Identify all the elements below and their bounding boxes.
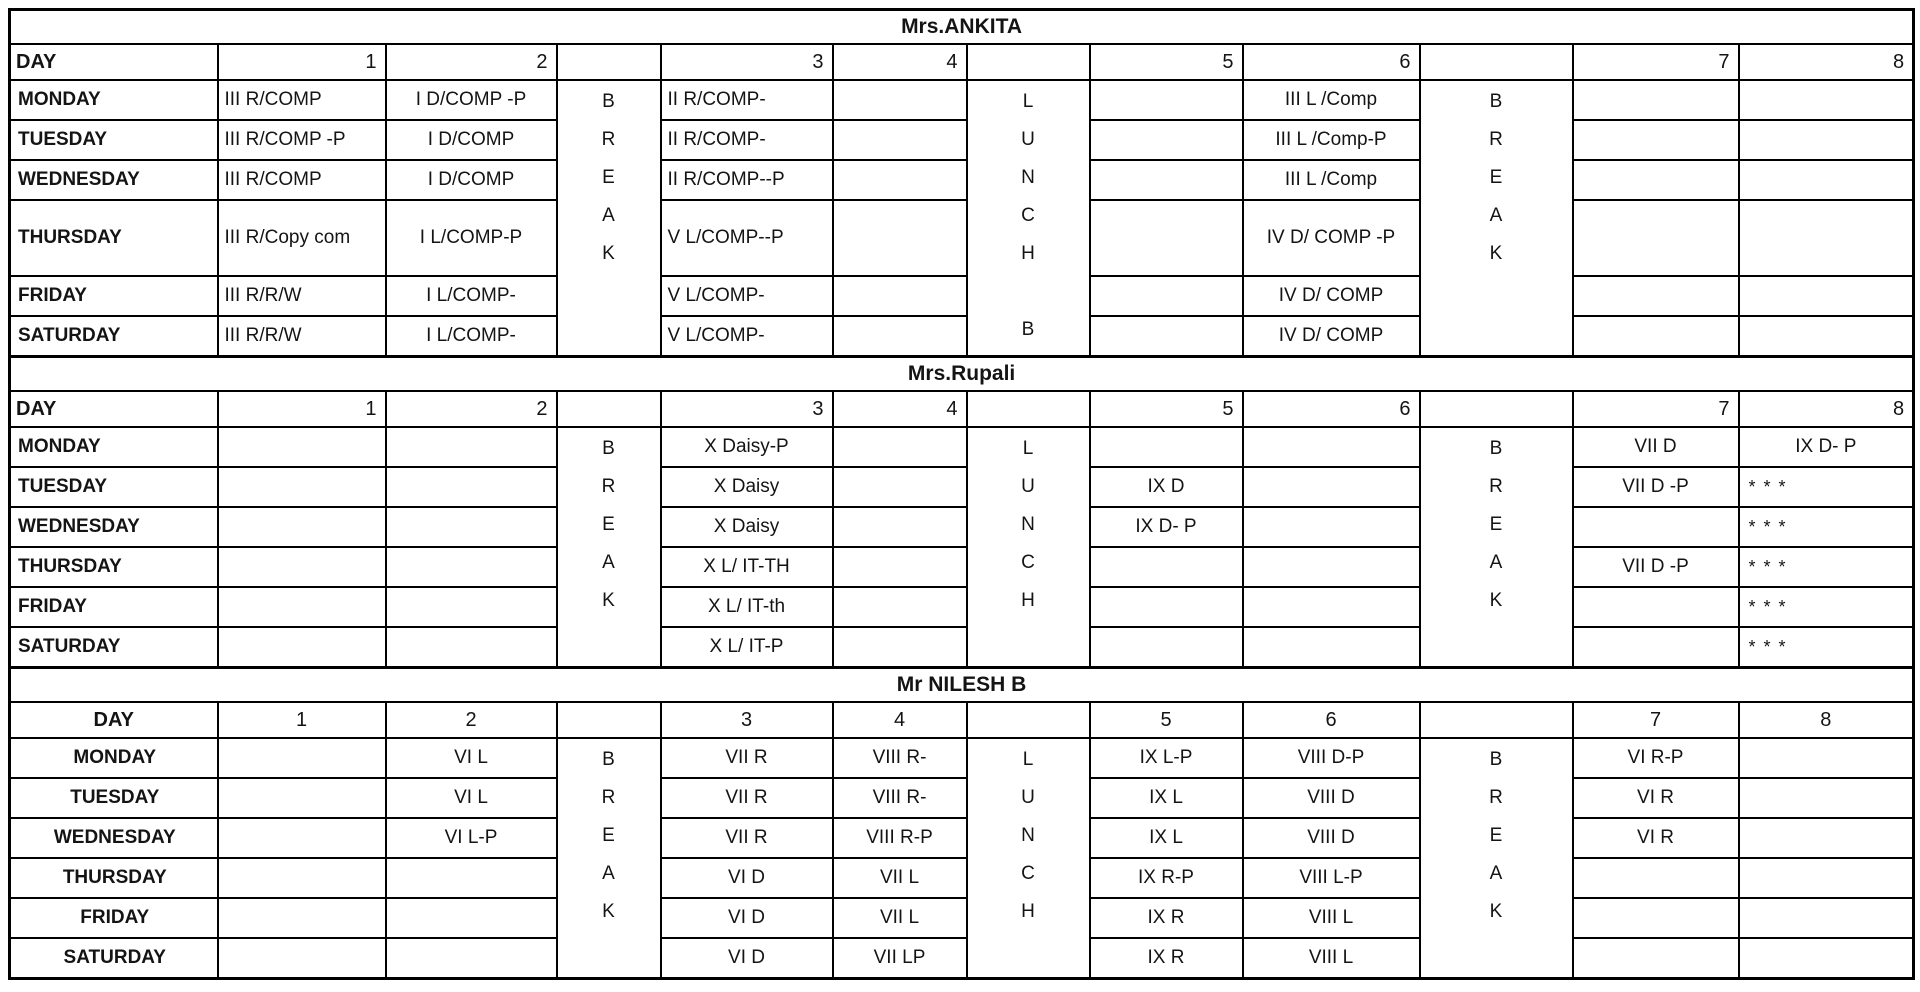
break-letter: K — [602, 243, 615, 264]
spacer-header-cell — [1420, 44, 1573, 80]
schedule-cell: VIII D-P — [1243, 738, 1420, 778]
day-label: SATURDAY — [10, 627, 218, 668]
schedule-cell — [218, 587, 386, 627]
period-header: 5 — [1090, 702, 1243, 738]
schedule-cell: VI L — [386, 738, 557, 778]
break-letter: R — [601, 129, 616, 150]
break-letter: B — [602, 438, 615, 459]
schedule-cell — [386, 627, 557, 668]
schedule-cell: VII R — [661, 778, 833, 818]
schedule-cell — [1739, 80, 1914, 120]
schedule-cell: VIII L — [1243, 898, 1420, 938]
day-label: THURSDAY — [10, 200, 218, 276]
lunch-letter: L — [1022, 91, 1034, 112]
schedule-cell — [1739, 200, 1914, 276]
schedule-cell: I L/COMP- — [386, 316, 557, 357]
break-letter: A — [1489, 552, 1503, 573]
break-letter: A — [602, 205, 615, 226]
schedule-cell — [1739, 898, 1914, 938]
spacer-header-cell — [967, 702, 1090, 738]
schedule-cell: *** — [1739, 587, 1914, 627]
schedule-cell — [1739, 276, 1914, 316]
day-label: WEDNESDAY — [10, 507, 218, 547]
schedule-cell — [218, 778, 386, 818]
lunch-letter: B — [1021, 319, 1035, 340]
schedule-cell — [833, 547, 967, 587]
day-label: FRIDAY — [10, 898, 218, 938]
break-cell — [557, 427, 661, 668]
schedule-cell — [1739, 938, 1914, 979]
schedule-cell — [833, 276, 967, 316]
schedule-cell: III L /Comp — [1243, 160, 1420, 200]
schedule-cell: *** — [1739, 627, 1914, 668]
day-label: SATURDAY — [10, 938, 218, 979]
schedule-cell: VII L — [833, 858, 967, 898]
period-header: 1 — [218, 44, 386, 80]
schedule-cell — [386, 507, 557, 547]
schedule-cell: III R/Copy com — [218, 200, 386, 276]
break-letter: B — [1489, 91, 1503, 112]
schedule-cell — [1090, 627, 1243, 668]
schedule-cell — [1573, 120, 1739, 160]
schedule-cell: IX R-P — [1090, 858, 1243, 898]
schedule-cell: IX L — [1090, 778, 1243, 818]
schedule-cell — [1739, 778, 1914, 818]
schedule-cell: *** — [1739, 467, 1914, 507]
schedule-cell — [833, 316, 967, 357]
lunch-letter: H — [1021, 901, 1035, 922]
day-label: SATURDAY — [10, 316, 218, 357]
break-letter: K — [1489, 243, 1503, 264]
schedule-cell — [833, 120, 967, 160]
day-label: TUESDAY — [10, 120, 218, 160]
schedule-cell: V L/COMP--P — [661, 200, 833, 276]
schedule-cell — [1090, 276, 1243, 316]
day-label: THURSDAY — [10, 858, 218, 898]
schedule-cell — [833, 160, 967, 200]
schedule-cell: VIII D — [1243, 818, 1420, 858]
schedule-cell: III R/COMP — [218, 80, 386, 120]
break-letter: A — [602, 552, 615, 573]
schedule-cell — [1573, 507, 1739, 547]
schedule-cell: I L/COMP- — [386, 276, 557, 316]
schedule-cell — [1243, 587, 1420, 627]
period-header: 4 — [833, 391, 967, 427]
period-header: 7 — [1573, 44, 1739, 80]
schedule-cell — [1090, 427, 1243, 467]
schedule-cell: I D/COMP — [386, 160, 557, 200]
schedule-cell: VI D — [661, 938, 833, 979]
day-label: MONDAY — [10, 80, 218, 120]
lunch-letter: N — [1021, 825, 1035, 846]
schedule-cell — [833, 200, 967, 276]
period-header: 6 — [1243, 702, 1420, 738]
schedule-cell — [1090, 316, 1243, 357]
period-header: 1 — [218, 391, 386, 427]
break-cell — [557, 738, 661, 979]
break-letter: B — [1489, 438, 1503, 459]
lunch-letter: C — [1021, 552, 1035, 573]
schedule-cell — [1739, 858, 1914, 898]
lunch-letter: C — [1021, 863, 1035, 884]
schedule-cell: VI R-P — [1573, 738, 1739, 778]
lunch-letter: C — [1021, 205, 1035, 226]
schedule-cell — [218, 427, 386, 467]
schedule-cell: X L/ IT-th — [661, 587, 833, 627]
period-header: 3 — [661, 391, 833, 427]
schedule-cell: VI R — [1573, 818, 1739, 858]
schedule-cell: VII R — [661, 738, 833, 778]
table-title: Mrs.ANKITA — [10, 10, 1914, 45]
break-letter: A — [1489, 205, 1503, 226]
schedule-cell — [1090, 120, 1243, 160]
teacher-table-mrs-rupali — [8, 355, 1915, 669]
day-label: WEDNESDAY — [10, 160, 218, 200]
schedule-cell — [1739, 818, 1914, 858]
schedule-cell — [833, 627, 967, 668]
schedule-cell: III L /Comp-P — [1243, 120, 1420, 160]
schedule-cell: II R/COMP--P — [661, 160, 833, 200]
schedule-cell — [1090, 160, 1243, 200]
schedule-cell: X Daisy — [661, 467, 833, 507]
lunch-letter: L — [1022, 749, 1034, 770]
schedule-cell — [1739, 316, 1914, 357]
schedule-cell — [218, 627, 386, 668]
lunch-cell — [967, 427, 1090, 668]
schedule-cell: VI D — [661, 858, 833, 898]
period-header: 2 — [386, 44, 557, 80]
schedule-cell: VII L — [833, 898, 967, 938]
schedule-cell: VIII D — [1243, 778, 1420, 818]
schedule-cell — [218, 858, 386, 898]
period-header: 8 — [1739, 702, 1914, 738]
schedule-cell: VIII R-P — [833, 818, 967, 858]
schedule-cell: IX D- P — [1090, 507, 1243, 547]
schedule-cell: I L/COMP-P — [386, 200, 557, 276]
schedule-cell — [1243, 467, 1420, 507]
schedule-cell: VI L — [386, 778, 557, 818]
schedule-cell: I D/COMP -P — [386, 80, 557, 120]
schedule-cell: VII D -P — [1573, 547, 1739, 587]
schedule-cell — [386, 547, 557, 587]
break-letter: B — [602, 749, 615, 770]
schedule-cell — [1573, 898, 1739, 938]
period-header: 7 — [1573, 702, 1739, 738]
schedule-cell: VI D — [661, 898, 833, 938]
schedule-cell — [386, 587, 557, 627]
schedule-cell: IX R — [1090, 898, 1243, 938]
schedule-cell — [1573, 587, 1739, 627]
schedule-cell: VIII R- — [833, 738, 967, 778]
period-header: 8 — [1739, 44, 1914, 80]
period-header: 2 — [386, 391, 557, 427]
period-header: 8 — [1739, 391, 1914, 427]
lunch-cell — [967, 80, 1090, 357]
period-header: 2 — [386, 702, 557, 738]
schedule-cell — [218, 507, 386, 547]
schedule-cell — [1573, 80, 1739, 120]
schedule-cell: X L/ IT-P — [661, 627, 833, 668]
schedule-cell: VIII R- — [833, 778, 967, 818]
schedule-cell — [386, 858, 557, 898]
break-letter: A — [602, 863, 615, 884]
schedule-cell — [1739, 120, 1914, 160]
break-letter: K — [1489, 901, 1503, 922]
schedule-cell: II R/COMP- — [661, 80, 833, 120]
break-cell — [557, 80, 661, 357]
schedule-cell — [1573, 276, 1739, 316]
schedule-cell: V L/COMP- — [661, 276, 833, 316]
schedule-cell — [1243, 507, 1420, 547]
schedule-cell — [1243, 627, 1420, 668]
day-label: FRIDAY — [10, 587, 218, 627]
day-column-header: DAY — [10, 702, 218, 738]
schedule-cell — [1243, 427, 1420, 467]
schedule-cell: IV D/ COMP -P — [1243, 200, 1420, 276]
schedule-cell: VI R — [1573, 778, 1739, 818]
break-letter: R — [601, 476, 616, 497]
break-letter: A — [1489, 863, 1503, 884]
lunch-letter: U — [1021, 476, 1035, 497]
break-letter: E — [602, 167, 615, 188]
table-title: Mrs.Rupali — [10, 357, 1914, 392]
schedule-cell — [1739, 738, 1914, 778]
schedule-cell: III R/R/W — [218, 276, 386, 316]
schedule-cell: VII D -P — [1573, 467, 1739, 507]
break-cell — [1420, 427, 1573, 668]
lunch-letter: U — [1021, 787, 1035, 808]
schedule-cell — [386, 898, 557, 938]
schedule-cell: VIII L — [1243, 938, 1420, 979]
break-letter: K — [602, 901, 615, 922]
schedule-cell: X L/ IT-TH — [661, 547, 833, 587]
schedule-cell: III R/COMP -P — [218, 120, 386, 160]
schedule-cell — [1573, 938, 1739, 979]
spacer-header-cell — [557, 44, 661, 80]
schedule-cell — [833, 507, 967, 547]
day-label: TUESDAY — [10, 467, 218, 507]
break-letter: E — [1489, 514, 1503, 535]
schedule-cell: I D/COMP — [386, 120, 557, 160]
schedule-cell — [833, 587, 967, 627]
schedule-cell — [833, 80, 967, 120]
table-title: Mr NILESH B — [10, 668, 1914, 703]
period-header: 7 — [1573, 391, 1739, 427]
schedule-cell — [218, 818, 386, 858]
day-label: FRIDAY — [10, 276, 218, 316]
schedule-cell — [386, 427, 557, 467]
schedule-cell: IX R — [1090, 938, 1243, 979]
schedule-cell — [1573, 316, 1739, 357]
schedule-cell: IX L — [1090, 818, 1243, 858]
spacer-header-cell — [557, 702, 661, 738]
lunch-letter: N — [1021, 514, 1035, 535]
spacer-header-cell — [967, 391, 1090, 427]
schedule-cell — [386, 467, 557, 507]
schedule-cell — [218, 938, 386, 979]
break-letter: E — [602, 825, 615, 846]
break-letter: B — [602, 91, 615, 112]
schedule-cell: V L/COMP- — [661, 316, 833, 357]
schedule-cell — [1573, 160, 1739, 200]
break-letter: B — [1489, 749, 1503, 770]
schedule-cell: IV D/ COMP — [1243, 316, 1420, 357]
schedule-cell: VIII L-P — [1243, 858, 1420, 898]
teacher-table-mrs-ankita — [8, 8, 1915, 358]
schedule-cell — [1573, 858, 1739, 898]
break-letter: K — [1489, 590, 1503, 611]
spacer-header-cell — [1420, 702, 1573, 738]
lunch-letter: U — [1021, 129, 1035, 150]
lunch-letter: L — [1022, 438, 1034, 459]
break-letter: K — [602, 590, 615, 611]
schedule-cell: X Daisy-P — [661, 427, 833, 467]
lunch-letter — [973, 273, 1084, 311]
schedule-cell — [1090, 80, 1243, 120]
break-letter: E — [1489, 825, 1503, 846]
period-header: 4 — [833, 702, 967, 738]
lunch-cell — [967, 738, 1090, 979]
schedule-cell — [1243, 547, 1420, 587]
schedule-cell: IX L-P — [1090, 738, 1243, 778]
schedule-cell: *** — [1739, 507, 1914, 547]
schedule-cell — [1573, 627, 1739, 668]
break-letter: E — [602, 514, 615, 535]
schedule-cell — [833, 427, 967, 467]
day-label: MONDAY — [10, 738, 218, 778]
schedule-cell — [1090, 547, 1243, 587]
schedule-cell: VI L-P — [386, 818, 557, 858]
schedule-cell: IX D — [1090, 467, 1243, 507]
schedule-cell: IV D/ COMP — [1243, 276, 1420, 316]
schedule-cell: III R/R/W — [218, 316, 386, 357]
schedule-cell — [1090, 200, 1243, 276]
teacher-table-mr-nilesh-b — [8, 666, 1915, 980]
break-cell — [1420, 80, 1573, 357]
spacer-header-cell — [1420, 391, 1573, 427]
break-letter: R — [1489, 129, 1503, 150]
schedule-cell: VII D — [1573, 427, 1739, 467]
schedule-cell — [833, 467, 967, 507]
schedule-cell — [1739, 160, 1914, 200]
day-label: MONDAY — [10, 427, 218, 467]
spacer-header-cell — [557, 391, 661, 427]
period-header: 3 — [661, 44, 833, 80]
schedule-cell — [218, 738, 386, 778]
day-label: THURSDAY — [10, 547, 218, 587]
lunch-letter: N — [1021, 167, 1035, 188]
period-header: 5 — [1090, 44, 1243, 80]
schedule-cell: III R/COMP — [218, 160, 386, 200]
lunch-letter: H — [1021, 243, 1035, 264]
day-label: WEDNESDAY — [10, 818, 218, 858]
period-header: 4 — [833, 44, 967, 80]
lunch-letter: H — [1021, 590, 1035, 611]
day-label: TUESDAY — [10, 778, 218, 818]
schedule-cell — [1573, 200, 1739, 276]
period-header: 3 — [661, 702, 833, 738]
period-header: 6 — [1243, 44, 1420, 80]
day-column-header: DAY — [10, 391, 218, 427]
period-header: 5 — [1090, 391, 1243, 427]
period-header: 1 — [218, 702, 386, 738]
schedule-cell — [218, 467, 386, 507]
schedule-cell: X Daisy — [661, 507, 833, 547]
spacer-header-cell — [967, 44, 1090, 80]
schedule-cell — [218, 547, 386, 587]
break-letter: E — [1489, 167, 1503, 188]
schedule-cell: *** — [1739, 547, 1914, 587]
period-header: 6 — [1243, 391, 1420, 427]
schedule-cell: III L /Comp — [1243, 80, 1420, 120]
schedule-cell: IX D- P — [1739, 427, 1914, 467]
schedule-cell: II R/COMP- — [661, 120, 833, 160]
break-letter: R — [1489, 787, 1503, 808]
day-column-header: DAY — [10, 44, 218, 80]
break-letter: R — [601, 787, 616, 808]
schedule-cell: VII LP — [833, 938, 967, 979]
schedule-cell — [386, 938, 557, 979]
schedule-cell — [218, 898, 386, 938]
schedule-cell — [1090, 587, 1243, 627]
break-letter: R — [1489, 476, 1503, 497]
break-cell — [1420, 738, 1573, 979]
schedule-cell: VII R — [661, 818, 833, 858]
